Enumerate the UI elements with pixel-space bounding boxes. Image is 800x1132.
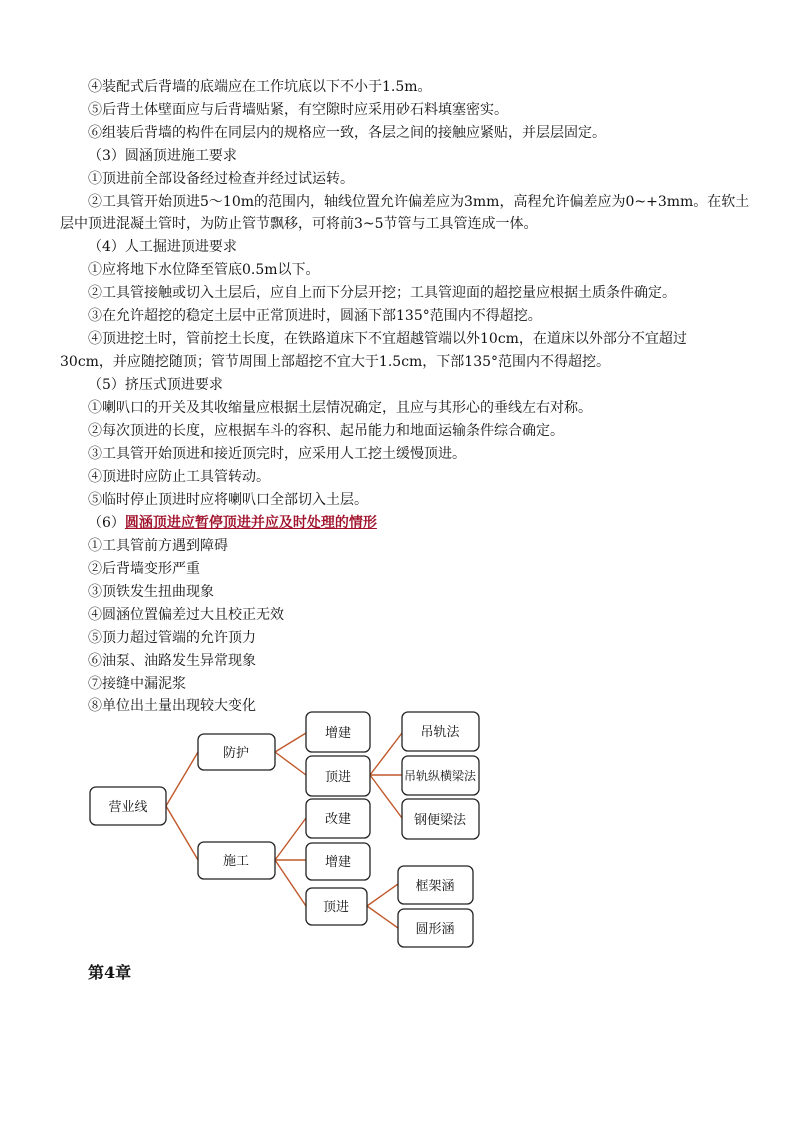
- text-line: ⑥组装后背墙的构件在同层内的规格应一致，各层之间的接触应紧贴，并层层固定。: [88, 125, 606, 141]
- node-method-cross-label: 吊轨纵横梁法: [403, 769, 477, 783]
- node-protect-jack-label: 顶进: [324, 770, 352, 785]
- node-protect-add-label: 增建: [324, 726, 352, 741]
- text-line: ①顶进前全部设备经过检查并经过试运转。: [88, 171, 354, 187]
- node-protect: [198, 734, 275, 770]
- node-construct-add: [306, 843, 370, 880]
- connector-protect-add: [275, 733, 306, 752]
- list-item: ⑦接缝中漏泥浆: [88, 676, 186, 692]
- text-line: ⑤临时停止顶进时应将喇叭口全部切入土层。: [88, 492, 368, 508]
- text-line: ④装配式后背墙的底端应在工作坑底以下不小于1.5m。: [88, 79, 432, 95]
- node-culvert-round-label: 圆形涵: [415, 922, 455, 937]
- section-heading-6: [88, 513, 377, 533]
- node-protect-label: 防护: [222, 746, 250, 761]
- list-item: ④圆涵位置偏差过大且校正无效: [88, 607, 284, 623]
- text-line: ②工具管接触或切入土层后，应自上而下分层开挖；工具管迎面的超挖量应根据土质条件确定。: [88, 285, 676, 301]
- connector-root-protect: [166, 752, 198, 806]
- chapter-heading: 第4章: [88, 963, 132, 982]
- text-line: ①喇叭口的开关及其收缩量应根据土层情况确定，且应与其形心的垂线左右对称。: [88, 400, 592, 416]
- node-method-steel-label: 钢便梁法: [413, 813, 467, 828]
- node-culvert-frame-label: 框架涵: [415, 879, 455, 894]
- node-method-steel: [402, 799, 479, 839]
- section-heading: （5）挤压式顶进要求: [88, 377, 223, 393]
- node-construct: [198, 842, 275, 879]
- highlighted-heading: 圆涵顶进应暂停顶进并应及时处理的情形: [124, 515, 377, 531]
- node-method-cross: [402, 756, 479, 795]
- node-construct-jack: [306, 888, 367, 925]
- text-line: ①应将地下水位降至管底0.5m以下。: [88, 262, 320, 278]
- list-item: ⑥油泵、油路发生异常现象: [88, 653, 256, 669]
- node-protect-add: [306, 712, 370, 752]
- connector-jack-steel: [370, 775, 402, 818]
- connector-protect-jack: [275, 752, 306, 775]
- text-line: ②工具管开始顶进5～10m的范围内，轴线位置允许偏差应为3mm，高程允许偏差应为0~+3mm。在软土: [88, 194, 750, 210]
- node-root: [90, 787, 166, 825]
- section-number: （6）: [88, 515, 125, 531]
- connector-jack-frame: [367, 884, 398, 906]
- node-protect-jack: [306, 756, 370, 796]
- node-root-label: 营业线: [108, 800, 148, 815]
- list-item: ⑧单位出土量出现较大变化: [88, 698, 256, 714]
- text-line: ⑤后背土体壁面应与后背墙贴紧，有空隙时应采用砂石料填塞密实。: [88, 102, 508, 118]
- connector-jack-round: [367, 906, 398, 928]
- node-culvert-round: [398, 909, 473, 947]
- node-method-rail: [402, 712, 479, 751]
- text-line: ③工具管开始顶进和接近顶完时，应采用人工挖土缓慢顶进。: [88, 446, 466, 462]
- text-line: ③在允许超挖的稳定土层中正常顶进时，圆涵下部135°范围内不得超挖。: [88, 308, 542, 324]
- text-line: ②每次顶进的长度，应根据车斗的容积、起吊能力和地面运输条件综合确定。: [88, 423, 564, 439]
- connector-jack-rail: [370, 733, 402, 775]
- node-construct-rebuild: [306, 799, 370, 838]
- node-construct-rebuild-label: 改建: [324, 812, 352, 827]
- list-item: ③顶铁发生扭曲现象: [88, 584, 214, 600]
- section-heading: （4）人工掘进顶进要求: [88, 239, 237, 255]
- list-item: ②后背墙变形严重: [88, 561, 200, 577]
- node-culvert-frame: [398, 866, 473, 904]
- text-line: ④顶进挖土时，管前挖土长度，在铁路道床下不宜超越管端以外10cm，在道床以外部分不宜超过: [88, 331, 687, 347]
- connector-construct-jack: [275, 860, 306, 906]
- connector-root-construct: [166, 806, 198, 860]
- node-construct-jack-label: 顶进: [322, 900, 350, 915]
- tree-diagram: [0, 700, 800, 960]
- section-heading: （3）圆涵顶进施工要求: [88, 148, 237, 164]
- connector-construct-rebuild: [275, 818, 306, 860]
- node-construct-label: 施工: [222, 854, 250, 869]
- node-method-rail-label: 吊轨法: [420, 725, 460, 740]
- text-line: ④顶进时应防止工具管转动。: [88, 469, 270, 485]
- node-construct-add-label: 增建: [324, 855, 352, 870]
- text-line: 层中顶进混凝土管时，为防止管节飘移，可将前3~5节管与工具管连成一体。: [60, 216, 538, 232]
- list-item: ⑤顶力超过管端的允许顶力: [88, 630, 256, 646]
- text-line: 30cm，并应随挖随顶；管节周围上部超挖不宜大于1.5cm，下部135°范围内不得超挖。: [60, 354, 611, 370]
- list-item: ①工具管前方遇到障碍: [88, 538, 228, 554]
